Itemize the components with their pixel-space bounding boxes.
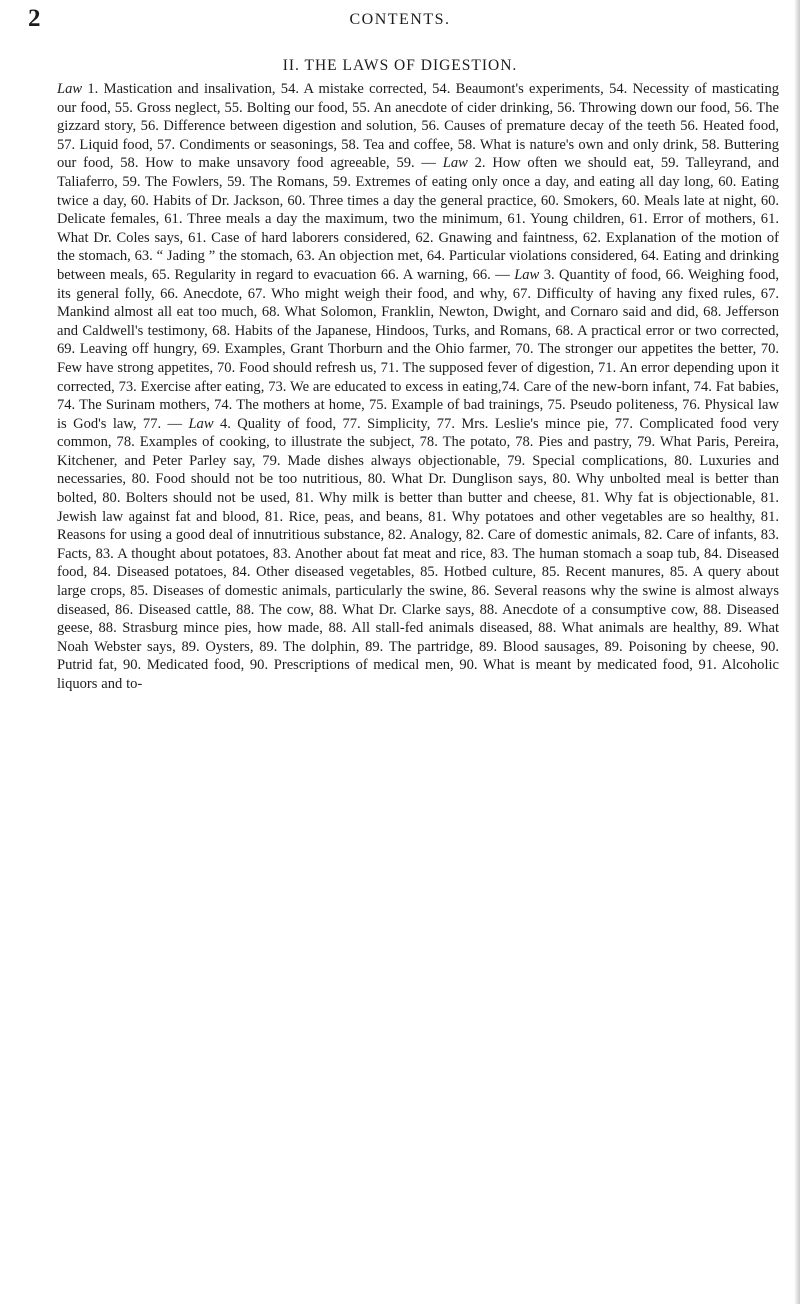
law-1-text: 1. Mastication and insalivation, 54. A mistake corrected, 54. Beaumont's experiments, 54. Necessity of masticating our food, 55. Gross neglect, 55. Bolting our food, 55. An anecdote of cider drinking, 56. Throwing down our food, 56. The gizzard story, 56. Difference between digestion and solution, 56. Causes of premature decay of the teeth 56. Heated food, 57. Liquid food, 57. Condiments or seasonings, 58. Tea and coffee, 58. What is nature's own and only drink, 58. Buttering our food, 58. How to make unsavory food agreeable, 59. — — [57, 81, 779, 172]
law-1-label: Law — [57, 81, 83, 97]
page-number: 2 — [28, 5, 41, 32]
law-4-text: 4. Quality of food, 77. Simplicity, 77. Mrs. Leslie's mince pie, 77. Complicated food very common, 78. Examples of cooking, to illustrate the subject, 78. The potato, 78. Pies and pastry, 79. What Paris, Pereira, Kitchener, and Peter Parley say, 79. Made dishes always objectionable, 79. Special complications, 80. Luxuries and necessaries, 80. Food should not be too nutritious, 80. What Dr. Dunglison says, 80. Why unbolted meal is better than bolted, 80. Bolters should not be used, 81. Why milk is better than butter and cheese, 81. Why fat is objectionable, 81. Jewish law against fat and blood, 81. Rice, peas, and beans, 81. Why potatoes and other vegetables are so healthy, 81. Reasons for using a good deal of innutritious substance, 82. Analogy, 82. Care of domestic animals, 82. Care of infants, 83. Facts, 83. A thought about potatoes, 83. Another about fat meat and rice, 83. The human stomach a soap tub, 84. Diseased food, 84. Diseased potatoes, 84. Other diseased vegetables, 85. Hotbed culture, 85. Recent manures, 85. A query about large crops, 85. Diseases of domestic animals, particularly the swine, 86. Several reasons why the swine is almost always diseased, 86. Diseased cattle, 88. The cow, 88. What Dr. Clarke says, 88. Anecdote of a consumptive cow, 88. Diseased geese, 88. Strasburg mince pies, how made, 88. All stall-fed animals diseased, 88. What animals are healthy, 89. What Noah Webster says, 89. Oysters, 89. The dolphin, 89. The partridge, 89. Blood sausages, 89. Poisoning by cheese, 90. Putrid fat, 90. Medicated food, 90. Prescriptions of medical men, 90. What is meant by medicated food, 91. Alcoholic liquors and to- — [57, 415, 780, 692]
law-4-label: Law — [188, 415, 214, 432]
section-title: II. THE LAWS OF DIGESTION. — [282, 57, 518, 74]
law-3-label: Law — [514, 266, 540, 283]
law-2-text: 2. How often we should eat, 59. Talleyrand, and Taliaferro, 59. The Fowlers, 59. The Romans, 59. Extremes of eating only once a day, and eating all day long, 60. Eating twice a day, 60. Habits of Dr. Jackson, 60. Three times a day the general practice, 60. Smokers, 60. Meals late at night, 60. Delicate females, 61. Three meals a day the maximum, two the minimum, 61. Young children, 61. Error of mothers, 61. What Dr. Coles says, 61. Case of hard laborers considered, 62. Gnawing and faintness, 62. Explanation of the motion of the stomach, 63. “ Jading ” the stomach, 63. An objection met, 64. Particular violations considered, 64. Eating and drinking between meals, 65. Regularity in regard to evacuation 66. A warning, 66. — — [57, 155, 779, 283]
contents-paragraph — [57, 80, 779, 694]
page-edge-shadow — [794, 0, 800, 1304]
law-2-label: Law — [442, 155, 468, 172]
running-head: CONTENTS. — [349, 11, 451, 28]
law-3-text: 3. Quantity of food, 66. Weighing food, its general folly, 66. Anecdote, 67. Who might weigh their food, and why, 67. Difficulty of having any fixed rules, 67. Mankind almost all eat too much, 68. What Solomon, Franklin, Newton, Dwight, and Cornaro said and did, 68. Jefferson and Caldwell's testimony, 68. Habits of the Japanese, Hindoos, Turks, and Romans, 68. A practical error or two corrected, 69. Leaving off hungry, 69. Examples, Grant Thorburn and the Ohio farmer, 70. The stronger our appetites the better, 70. Few have strong appetites, 70. Food should refresh us, 71. The supposed fever of digestion, 71. An error depending upon it corrected, 73. Exercise after eating, 73. We are educated to excess in eating,74. Care of the new-born infant, 74. Fat babies, 74. The Surinam mothers, 74. The mothers at home, 75. Example of bad trainings, 75. Pseudo politeness, 76. Physical law is God's law, 77. — — [57, 266, 779, 432]
